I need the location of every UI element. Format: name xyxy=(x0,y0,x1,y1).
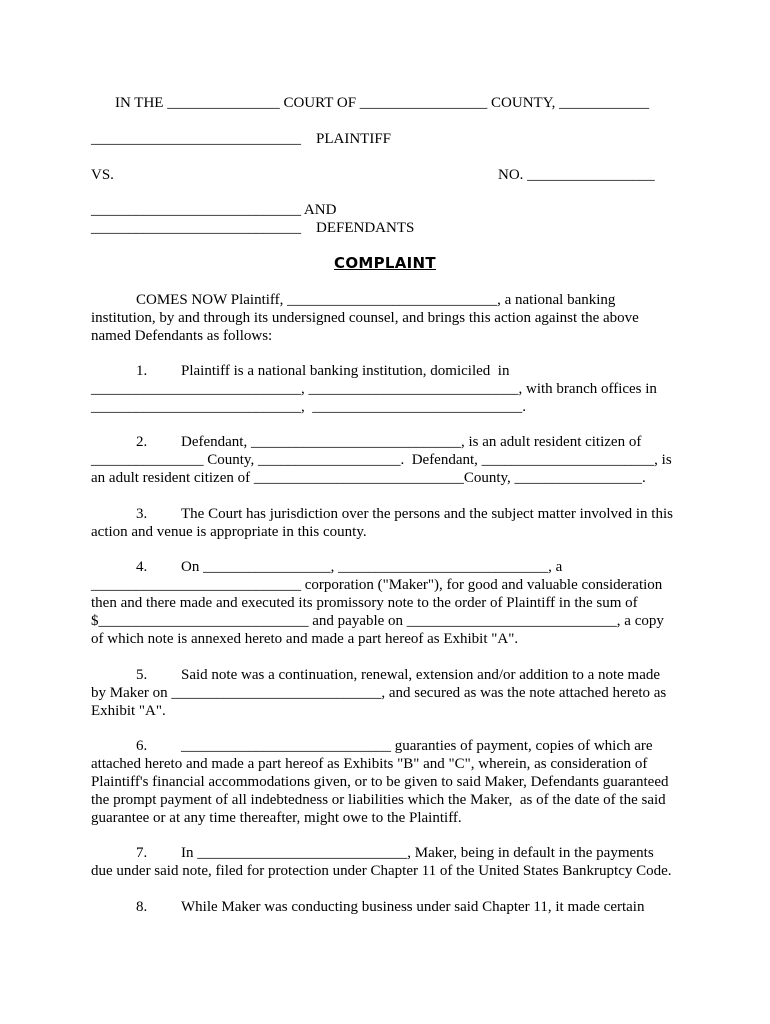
and-line: ____________________________ AND xyxy=(91,202,337,218)
paragraph-line: attached hereto and made a part hereof as Exhibits "B" and "C", wherein, as consideration of xyxy=(91,756,648,772)
paragraph-line: the prompt payment of all indebtedness or liabilities which the Maker, as of the date of the said xyxy=(91,792,666,808)
vs-label: VS. xyxy=(91,167,114,183)
paragraph-line: due under said note, filed for protection under Chapter 11 of the United States Bankruptcy Code. xyxy=(91,863,672,879)
paragraph-number: 5. xyxy=(136,667,148,683)
court-line: IN THE _______________ COURT OF _________________ COUNTY, ____________ xyxy=(115,95,650,111)
paragraph-number: 1. xyxy=(136,363,148,379)
case-number-label: NO. _________________ xyxy=(498,167,655,183)
plaintiff-line: ____________________________ PLAINTIFF xyxy=(91,131,392,147)
paragraph-line: Exhibit "A". xyxy=(91,703,166,719)
paragraph-line: $____________________________ and payable on ____________________________, a copy xyxy=(91,613,664,629)
paragraph-line: ____________________________ guaranties of payment, copies of which are xyxy=(181,738,653,754)
paragraph-line: Defendant, ____________________________, is an adult resident citizen of xyxy=(181,434,642,450)
defendants-line: ____________________________ DEFENDANTS xyxy=(91,220,415,236)
paragraph-line: _______________ County, ___________________. Defendant, _______________________, is xyxy=(91,452,672,468)
paragraph-line: of which note is annexed hereto and made a part hereof as Exhibit "A". xyxy=(91,631,519,647)
paragraph-number: 2. xyxy=(136,434,148,450)
paragraph-line: Said note was a continuation, renewal, extension and/or addition to a note made xyxy=(181,667,661,683)
paragraph-line: action and venue is appropriate in this county. xyxy=(91,524,367,540)
intro-line-1: COMES NOW Plaintiff, ____________________________, a national banking xyxy=(136,292,616,308)
paragraph-line: guarantee or at any time thereafter, might owe to the Plaintiff. xyxy=(91,810,462,826)
paragraph-line: an adult resident citizen of ____________________________County, _________________. xyxy=(91,470,646,486)
intro-line-2: institution, by and through its undersigned counsel, and brings this action against the above xyxy=(91,310,639,326)
paragraph-line: ____________________________, ____________________________, with branch offices in xyxy=(91,381,657,397)
paragraph-number: 7. xyxy=(136,845,148,861)
paragraph-line: The Court has jurisdiction over the persons and the subject matter involved in this xyxy=(181,506,673,522)
paragraph-line: ____________________________, ____________________________. xyxy=(91,399,526,415)
paragraph-number: 4. xyxy=(136,559,148,575)
paragraph-line: Plaintiff is a national banking institution, domiciled in xyxy=(181,363,510,379)
paragraph-number: 6. xyxy=(136,738,148,754)
paragraph-line: On _________________, ____________________________, a xyxy=(181,559,563,575)
paragraph-line: Plaintiff's financial accommodations given, or to be given to said Maker, Defendants guaranteed xyxy=(91,774,669,790)
paragraph-line: by Maker on ____________________________, and secured as was the note attached hereto as xyxy=(91,685,667,701)
paragraph-line: then and there made and executed its promissory note to the order of Plaintiff in the sum of xyxy=(91,595,638,611)
paragraph-line: ____________________________ corporation ("Maker"), for good and valuable consideration xyxy=(91,577,663,593)
paragraph-number: 8. xyxy=(136,899,148,915)
paragraph-line: While Maker was conducting business under said Chapter 11, it made certain xyxy=(181,899,645,915)
document-title: COMPLAINT xyxy=(334,254,436,272)
paragraph-line: In ____________________________, Maker, being in default in the payments xyxy=(181,845,654,861)
intro-line-3: named Defendants as follows: xyxy=(91,328,273,344)
paragraph-number: 3. xyxy=(136,506,148,522)
